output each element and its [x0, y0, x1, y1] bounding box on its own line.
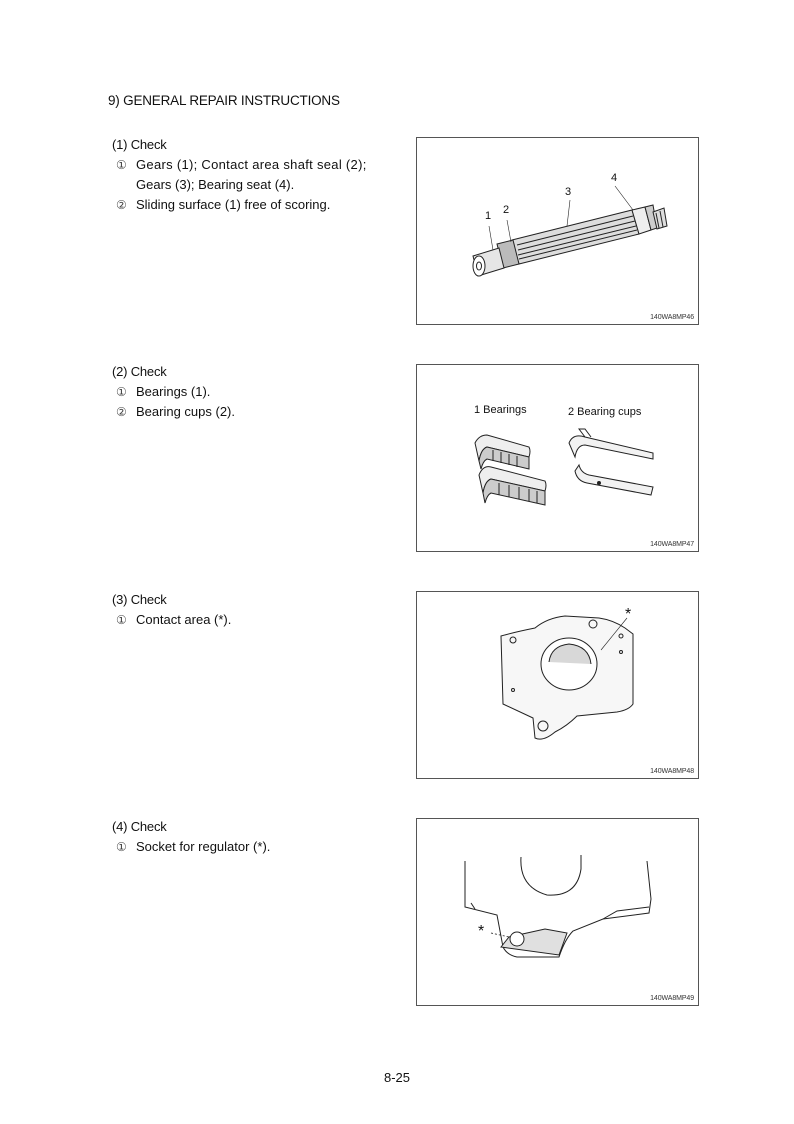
figure-label: 2 Bearing cups: [568, 406, 642, 418]
section-2: [112, 362, 397, 422]
item-number: ①: [116, 613, 127, 627]
section-1-title: (1) Check: [112, 137, 167, 152]
housing-illustration: [417, 819, 699, 1006]
callout-label: 4: [611, 172, 618, 184]
section-3-title: (3) Check: [112, 592, 167, 607]
shaft-illustration: [417, 138, 699, 325]
figure-shaft: [416, 137, 699, 325]
section-2-title: (2) Check: [112, 364, 167, 379]
item-text-line: Socket for regulator (*).: [136, 839, 271, 854]
callout-label: 3: [565, 186, 572, 198]
item-number: ①: [116, 840, 127, 854]
figure-regulator-socket: [416, 818, 699, 1006]
callout-label: 1: [485, 210, 492, 222]
item-text-line: Bearing cups (2).: [136, 404, 235, 419]
section-1-item-1: [112, 155, 397, 195]
section-3: [112, 590, 397, 630]
section-4-title: (4) Check: [112, 819, 167, 834]
item-text-line: Bearings (1).: [136, 384, 211, 399]
figure-code: 140WA8MP48: [650, 768, 694, 775]
section-2-item-1: [112, 382, 397, 402]
figure-label: 1 Bearings: [474, 404, 527, 416]
figure-bearings: [416, 364, 699, 552]
item-number: ①: [116, 158, 127, 172]
page-heading: 9) GENERAL REPAIR INSTRUCTIONS: [108, 93, 340, 108]
callout-label: 2: [503, 204, 510, 216]
item-number: ①: [116, 385, 127, 399]
section-3-item-1: [112, 610, 397, 630]
item-text-line: Contact area (*).: [136, 612, 232, 627]
section-1: [112, 135, 397, 215]
figure-contact-area: [416, 591, 699, 779]
item-number: ②: [116, 405, 127, 419]
item-text-line: Sliding surface (1) free of scoring.: [136, 197, 331, 212]
bearings-illustration: [417, 365, 699, 552]
plate-illustration: [417, 592, 699, 779]
section-2-item-2: [112, 402, 397, 422]
item-number: ②: [116, 198, 127, 212]
asterisk-marker: *: [478, 923, 485, 940]
page-number: 8-25: [383, 1070, 411, 1085]
item-text-line: Gears (3); Bearing seat (4).: [136, 177, 295, 192]
figure-code: 140WA8MP46: [650, 314, 694, 321]
figure-code: 140WA8MP49: [650, 995, 694, 1002]
figure-code: 140WA8MP47: [650, 541, 694, 548]
section-4-item-1: [112, 837, 397, 857]
section-4: [112, 817, 397, 857]
item-text-line: Gears (1); Contact area shaft seal (2);: [136, 157, 367, 172]
asterisk-marker: *: [625, 606, 632, 623]
section-1-item-2: [112, 195, 397, 215]
